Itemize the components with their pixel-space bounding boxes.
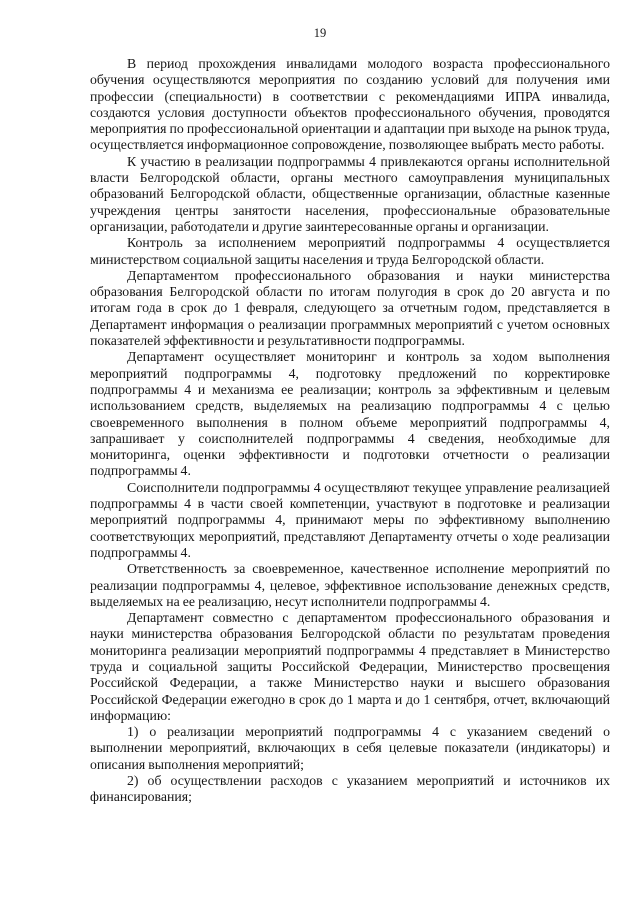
paragraph-4: Департаментом профессионального образования и науки министерства образования Белгородской области по итогам полугодия в срок до 20 августа и по итогам года в срок до 1 февраля, следующего за отчетным годом, представляется в Департамент информация о реализации программных мероприятий с учетом основных показателей эффективности и результативности подпрограммы. xyxy=(90,267,610,349)
paragraph-8: Департамент совместно с департаментом профессионального образования и науки министерства образования Белгородской области по результатам проведения мониторинга реализации мероприятий подпрограммы 4 представляет в Министерство труда и социальной защиты Российской Федерации, Министерство просвещения Российской Федерации, а также Министерство науки и высшего образования Российской Федерации ежегодно в срок до 1 марта и до 1 сентября, отчет, включающий информацию: xyxy=(90,610,610,723)
list-item-1: 1) о реализации мероприятий подпрограммы 4 с указанием сведений о выполнении мероприятий, включающих в себя целевые показатели (индикаторы) и описания выполнения мероприятий; xyxy=(90,724,610,772)
document-body xyxy=(90,56,610,806)
paragraph-6: Соисполнители подпрограммы 4 осуществляют текущее управление реализацией подпрограммы 4 в части своей компетенции, участвуют в подготовке и реализации мероприятий подпрограммы 4, принимают меры по эффективному выполнению соответствующих мероприятий, представляют Департаменту отчеты о ходе реализации подпрограммы 4. xyxy=(90,479,610,560)
paragraph-2: К участию в реализации подпрограммы 4 привлекаются органы исполнительной власти Белгородской области, органы местного самоуправления муниципальных образований Белгородской области, общественные организации, областные казенные учреждения центры занятости населения, профессиональные образовательные организации, работодатели и другие заинтересованные органы и организации. xyxy=(90,153,610,234)
paragraph-1: В период прохождения инвалидами молодого возраста профессионального обучения осуществляются мероприятия по созданию условий для получения ими профессии (специальности) в соответствии с рекомендациями ИПРА инвалида, создаются условия доступности объектов профессионального обучения, проводятся мероприятия по профессиональной ориентации и адаптации при выходе на рынок труда, осуществляется информационное сопровождение, позволяющее выбрать место работы. xyxy=(90,56,610,153)
paragraph-5: Департамент осуществляет мониторинг и контроль за ходом выполнения мероприятий подпрограммы 4, подготовку предложений по корректировке подпрограммы 4 и механизма ее реализации; контроль за эффективным и целевым использованием средств, выделяемых на реализацию подпрограммы 4 с целью своевременного выполнения в полном объеме мероприятий подпрограммы 4, запрашивает у соисполнителей подпрограммы 4 сведения, необходимые для мониторинга, оценки эффективности и подготовки отчетности о реализации подпрограммы 4. xyxy=(90,349,610,479)
paragraph-7: Ответственность за своевременное, качественное исполнение мероприятий по реализации подпрограммы 4, целевое, эффективное использование денежных средств, выделяемых на ее реализацию, несут исполнители подпрограммы 4. xyxy=(90,561,610,609)
page-number: 19 xyxy=(313,26,327,40)
paragraph-3: Контроль за исполнением мероприятий подпрограммы 4 осуществляется министерством социальной защиты населения и труда Белгородской области. xyxy=(90,235,610,267)
list-item-2: 2) об осуществлении расходов с указанием мероприятий и источников их финансирования; xyxy=(90,773,610,805)
